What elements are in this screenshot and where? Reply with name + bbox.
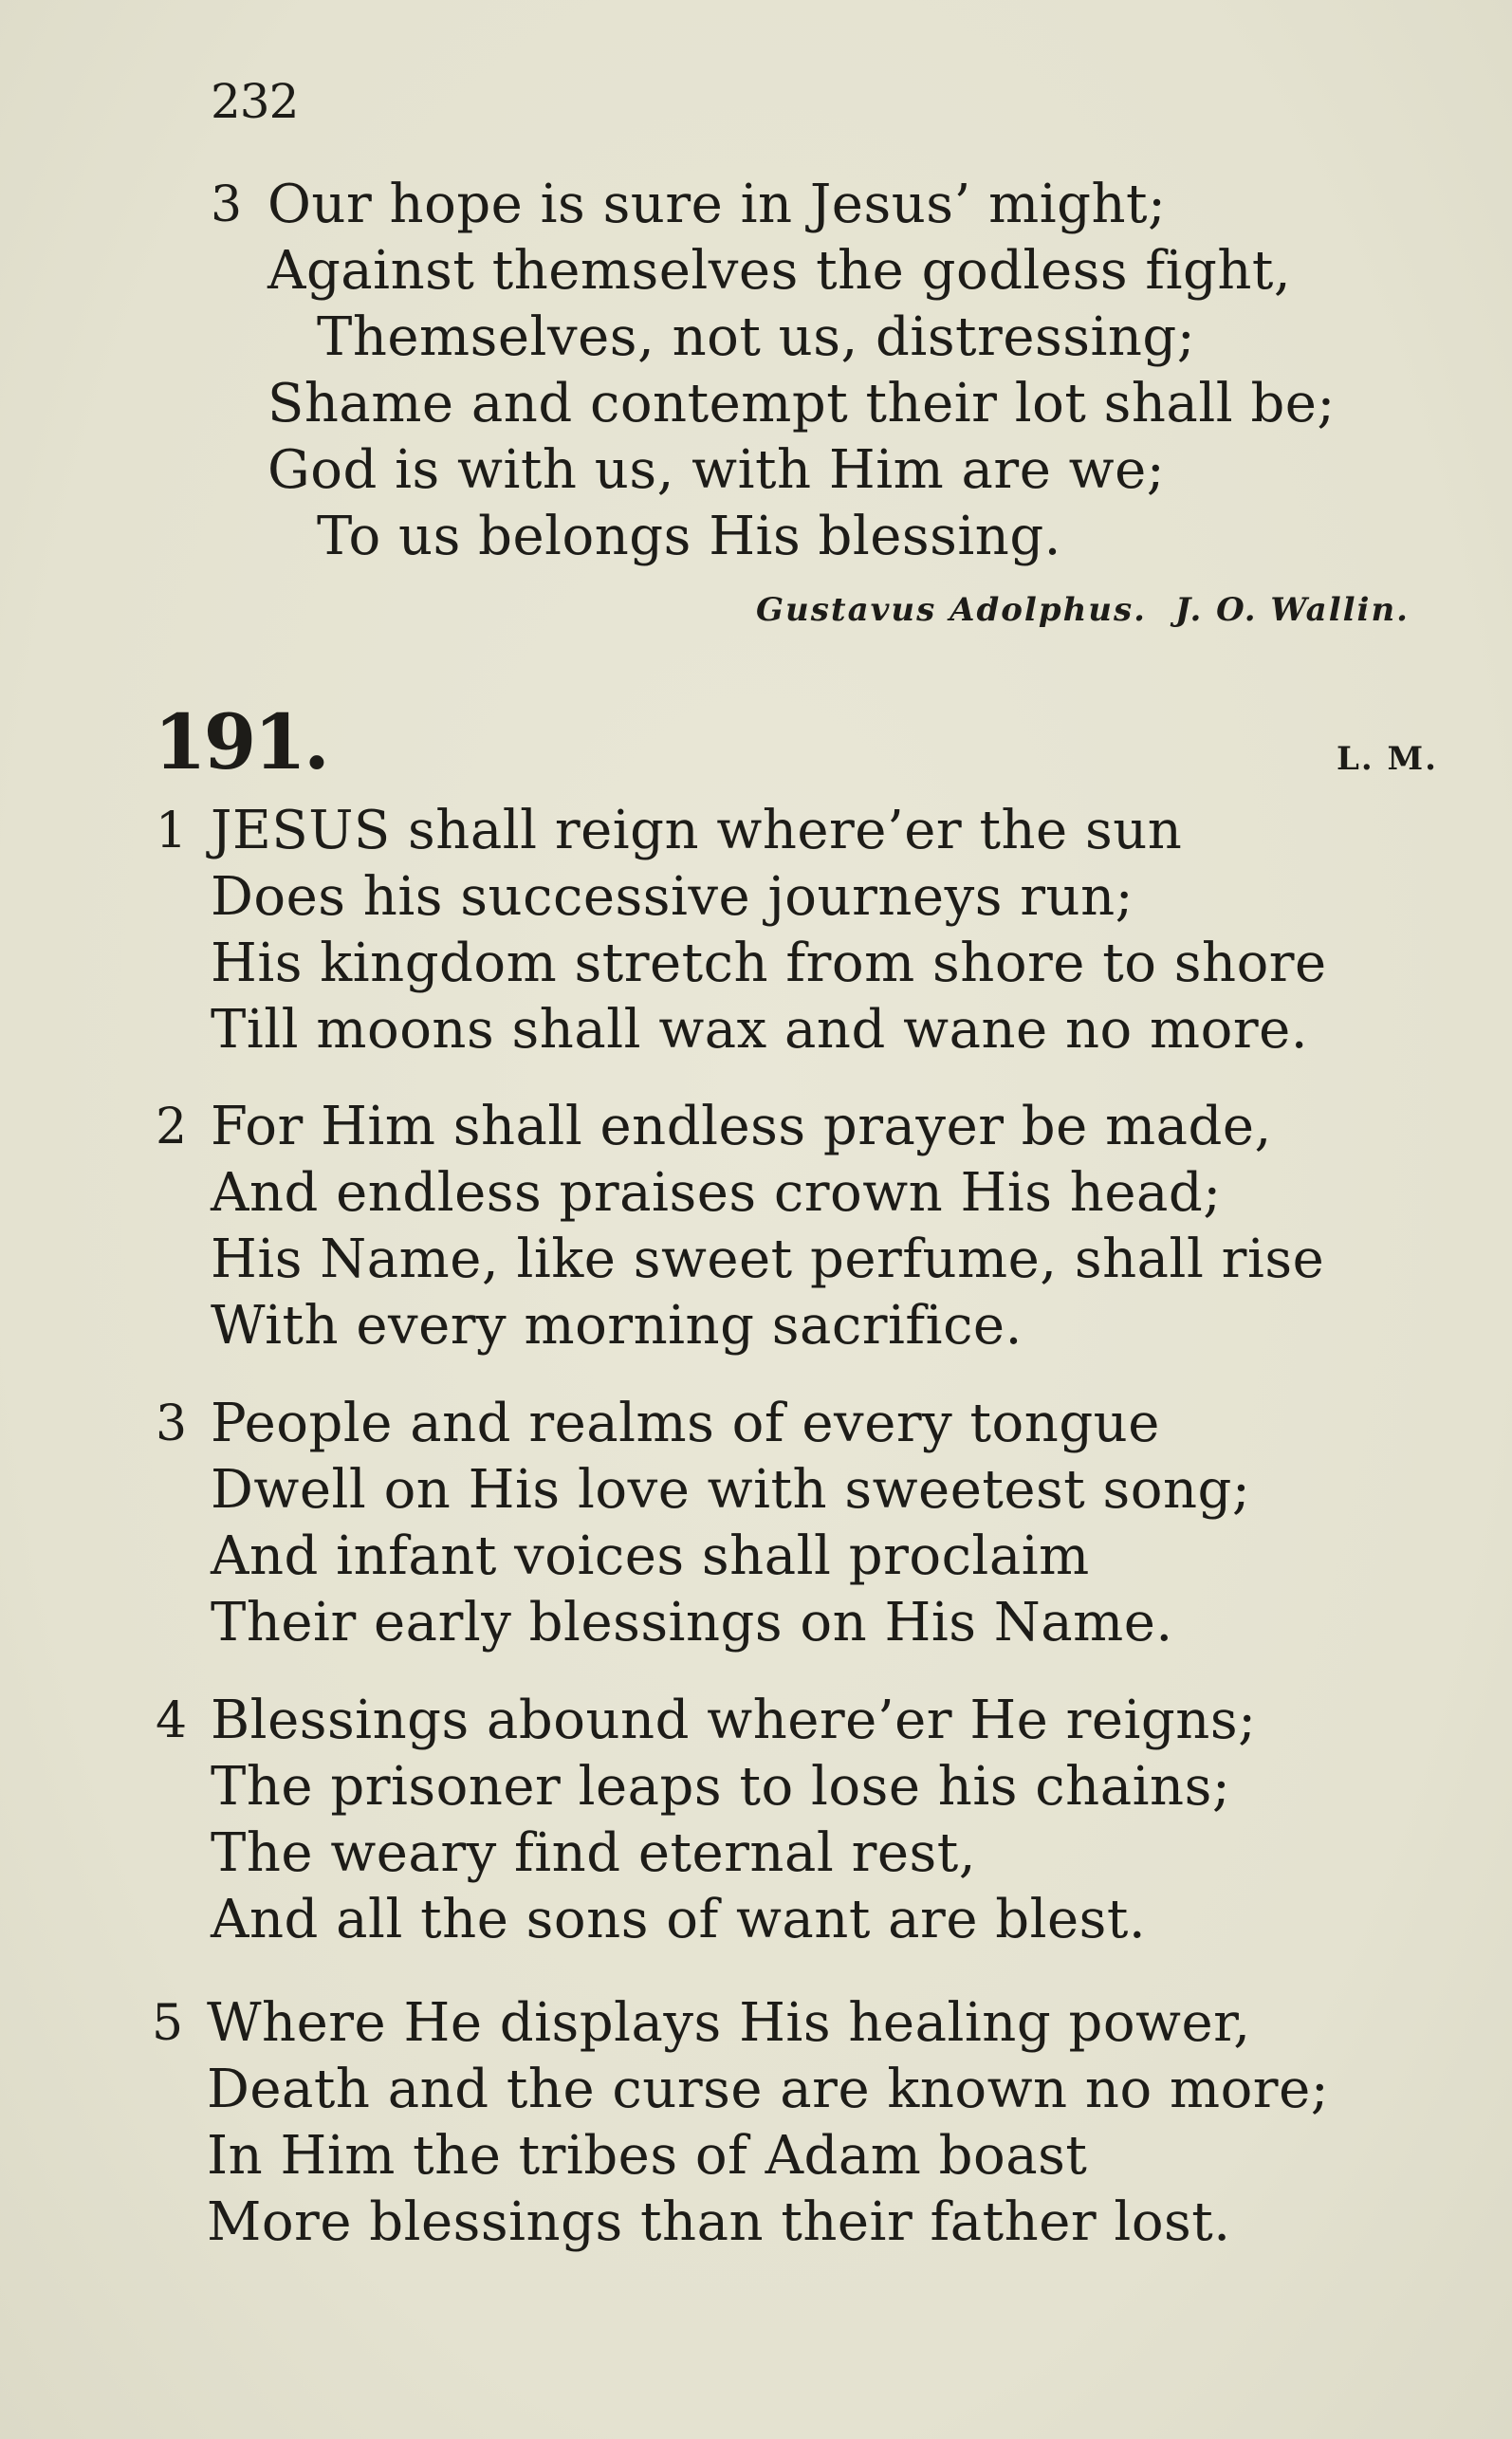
stanza-line: His Name, like sweet perfume, shall rise [211, 1229, 1325, 1290]
stanza-line: More blessings than their father lost. [207, 2191, 1231, 2253]
stanza-line: Blessings abound where’er He reigns; [211, 1690, 1257, 1751]
stanza-line: His kingdom stretch from shore to shore [211, 933, 1327, 994]
translator-name: J. O. Wallin. [1175, 591, 1410, 629]
stanza-line: The weary find eternal rest, [211, 1822, 977, 1884]
stanza-line: People and realms of every tongue [211, 1393, 1160, 1454]
stanza-line: Where He displays His healing power, [207, 1992, 1251, 2054]
stanza-line: Shame and contempt their lot shall be; [267, 373, 1336, 434]
stanza-line: And endless praises crown His head; [211, 1162, 1222, 1224]
stanza-number: 5 [152, 1995, 184, 2052]
stanza-line: Our hope is sure in Jesus’ might; [267, 174, 1167, 235]
stanza-line: Themselves, not us, distressing; [317, 306, 1196, 368]
stanza-line: Till moons shall wax and wane no more. [211, 999, 1309, 1061]
stanza-line: In Him the tribes of Adam boast [207, 2125, 1088, 2187]
stanza-line: Does his successive journeys run; [211, 866, 1134, 928]
stanza-line: JESUS shall reign where’er the sun [211, 800, 1183, 861]
stanza-line: For Him shall endless prayer be made, [211, 1096, 1272, 1157]
stanza-line: God is with us, with Him are we; [267, 439, 1166, 501]
stanza-line: And infant voices shall proclaim [211, 1525, 1090, 1587]
stanza-number: 1 [156, 803, 188, 859]
stanza-line: With every morning sacrifice. [211, 1295, 1023, 1357]
hymn-meter: L. M. [1336, 740, 1438, 778]
stanza-number: 4 [156, 1692, 188, 1749]
stanza-number: 3 [211, 176, 243, 233]
stanza-line: Dwell on His love with sweetest song; [211, 1459, 1251, 1521]
hymn-number: 191. [154, 697, 327, 786]
hymn-attribution [756, 591, 1410, 629]
page-number: 232 [211, 74, 299, 129]
stanza-number: 3 [156, 1395, 188, 1452]
stanza-number: 2 [156, 1099, 188, 1155]
stanza-line: To us belongs His blessing. [317, 506, 1061, 567]
author-name: Gustavus Adolphus. [755, 591, 1148, 629]
stanza-line: Their early blessings on His Name. [211, 1592, 1173, 1654]
stanza-line: Against themselves the godless fight, [267, 240, 1292, 302]
stanza-line: And all the sons of want are blest. [211, 1889, 1147, 1950]
stanza-line: Death and the curse are known no more; [207, 2059, 1330, 2120]
stanza-line: The prisoner leaps to lose his chains; [211, 1756, 1231, 1818]
